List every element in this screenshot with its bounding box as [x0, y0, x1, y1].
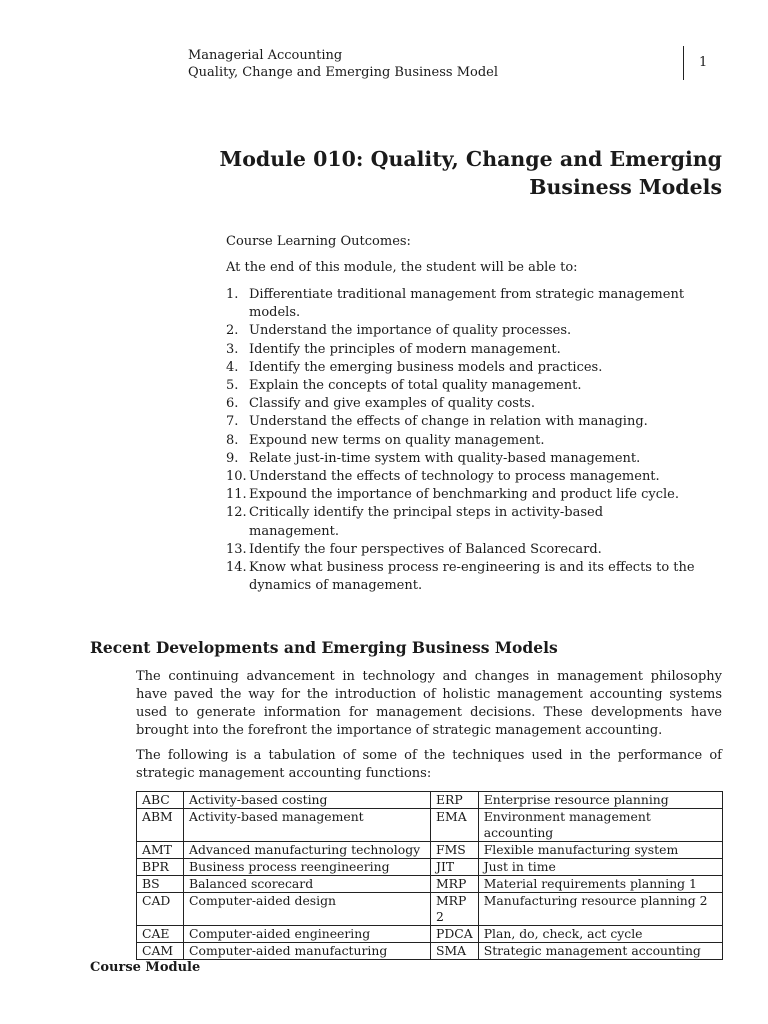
list-item-number: 6.	[226, 396, 239, 412]
list-item	[226, 541, 696, 559]
list-item	[226, 486, 696, 504]
table-row	[137, 859, 723, 876]
table-row	[137, 809, 723, 842]
abbreviation-cell: BS	[137, 876, 184, 893]
definition-cell: Material requirements planning 1	[478, 876, 722, 893]
definition-cell: Just in time	[478, 859, 722, 876]
definition-cell: Computer-aided engineering	[184, 926, 431, 943]
list-item	[226, 341, 696, 359]
intro-paragraph: The continuing advancement in technology and changes in management philosophy have paved the way for the introduction of holistic management accounting systems used to generate information for management decisions. These developments have brought into the forefront the importance of strategic management accounting.	[136, 669, 722, 738]
definition-cell: Activity-based management	[184, 809, 431, 842]
list-item	[226, 286, 696, 322]
table-intro-paragraph: The following is a tabulation of some of the techniques used in the performance of strategic management accounting functions:	[136, 748, 722, 781]
table-row	[137, 876, 723, 893]
definition-cell: Advanced manufacturing technology	[184, 842, 431, 859]
definition-cell: Computer-aided manufacturing	[184, 943, 431, 960]
header-course-title: Managerial Accounting	[188, 48, 343, 63]
outcomes-intro: At the end of this module, the student will be able to:	[226, 260, 578, 275]
list-item-number: 14.	[226, 560, 247, 576]
list-item-number: 3.	[226, 341, 239, 357]
definition-cell: Business process reengineering	[184, 859, 431, 876]
table-row	[137, 893, 723, 926]
definition-cell: Enterprise resource planning	[478, 792, 722, 809]
definition-cell: Strategic management accounting	[478, 943, 722, 960]
list-item-number: 13.	[226, 541, 247, 557]
list-item-text: Understand the effects of change in relation with managing.	[249, 414, 648, 430]
abbreviation-cell: SMA	[431, 943, 479, 960]
list-item-text: Expound new terms on quality management.	[249, 432, 545, 448]
list-item	[226, 559, 696, 595]
list-item-number: 12.	[226, 505, 247, 521]
list-item-text: Identify the emerging business models and practices.	[249, 359, 603, 375]
header-module-title: Quality, Change and Emerging Business Model	[188, 65, 499, 80]
list-item-number: 5.	[226, 378, 239, 394]
definition-cell: Computer-aided design	[184, 893, 431, 926]
list-item-text: Relate just-in-time system with quality-based management.	[249, 450, 641, 466]
list-item	[226, 432, 696, 450]
abbreviation-cell: ABM	[137, 809, 184, 842]
table-row	[137, 792, 723, 809]
list-item	[226, 359, 696, 377]
abbreviation-cell: JIT	[431, 859, 479, 876]
list-item-text: Know what business process re-engineering is and its effects to the dynamics of management.	[249, 560, 695, 594]
list-item-number: 7.	[226, 414, 239, 430]
section-title: Recent Developments and Emerging Business Models	[90, 638, 558, 657]
abbreviation-cell: BPR	[137, 859, 184, 876]
list-item-number: 2.	[226, 323, 239, 339]
page-header	[188, 47, 498, 81]
definition-cell: Balanced scorecard	[184, 876, 431, 893]
list-item	[226, 413, 696, 431]
list-item-number: 1.	[226, 287, 239, 302]
definition-cell: Plan, do, check, act cycle	[478, 926, 722, 943]
list-item-number: 9.	[226, 450, 239, 466]
list-item	[226, 395, 696, 413]
list-item	[226, 468, 696, 486]
table-row	[137, 943, 723, 960]
header-divider	[683, 46, 684, 80]
page-title-line-1: Module 010: Quality, Change and Emerging	[219, 147, 722, 171]
list-item-text: Identify the four perspectives of Balanced Scorecard.	[249, 541, 602, 557]
abbreviation-cell: ERP	[431, 792, 479, 809]
page-footer: Course Module	[90, 960, 201, 975]
list-item-text: Explain the concepts of total quality management.	[249, 378, 582, 394]
table-row	[137, 926, 723, 943]
abbreviation-cell: CAM	[137, 943, 184, 960]
list-item-text: Differentiate traditional management from strategic management models.	[249, 287, 685, 321]
list-item-number: 11.	[226, 487, 247, 503]
definition-cell: Activity-based costing	[184, 792, 431, 809]
list-item	[226, 377, 696, 395]
definition-cell: Environment management accounting	[478, 809, 722, 842]
list-item-text: Understand the importance of quality processes.	[249, 323, 572, 339]
abbreviation-cell: MRP 2	[431, 893, 479, 926]
list-item-text: Understand the effects of technology to process management.	[249, 469, 660, 485]
list-item-text: Identify the principles of modern management.	[249, 341, 561, 357]
list-item-text: Expound the importance of benchmarking and product life cycle.	[249, 487, 679, 503]
outcomes-list	[226, 286, 696, 595]
abbreviation-cell: PDCA	[431, 926, 479, 943]
list-item-text: Classify and give examples of quality costs.	[249, 396, 535, 412]
abbreviation-cell: ABC	[137, 792, 184, 809]
page-title	[202, 145, 722, 201]
techniques-table	[136, 791, 723, 960]
abbreviation-cell: CAE	[137, 926, 184, 943]
list-item	[226, 322, 696, 340]
abbreviation-cell: MRP	[431, 876, 479, 893]
list-item-number: 8.	[226, 432, 239, 448]
abbreviation-cell: EMA	[431, 809, 479, 842]
definition-cell: Flexible manufacturing system	[478, 842, 722, 859]
list-item-number: 10.	[226, 469, 247, 485]
table-row	[137, 842, 723, 859]
list-item	[226, 504, 696, 540]
list-item-text: Critically identify the principal steps in activity-based management.	[249, 505, 604, 539]
page-number: 1	[699, 55, 708, 70]
abbreviation-cell: CAD	[137, 893, 184, 926]
list-item	[226, 450, 696, 468]
outcomes-heading: Course Learning Outcomes:	[226, 234, 411, 249]
list-item-number: 4.	[226, 359, 239, 375]
page-title-line-2: Business Models	[529, 175, 722, 199]
definition-cell: Manufacturing resource planning 2	[478, 893, 722, 926]
abbreviation-cell: AMT	[137, 842, 184, 859]
abbreviation-cell: FMS	[431, 842, 479, 859]
